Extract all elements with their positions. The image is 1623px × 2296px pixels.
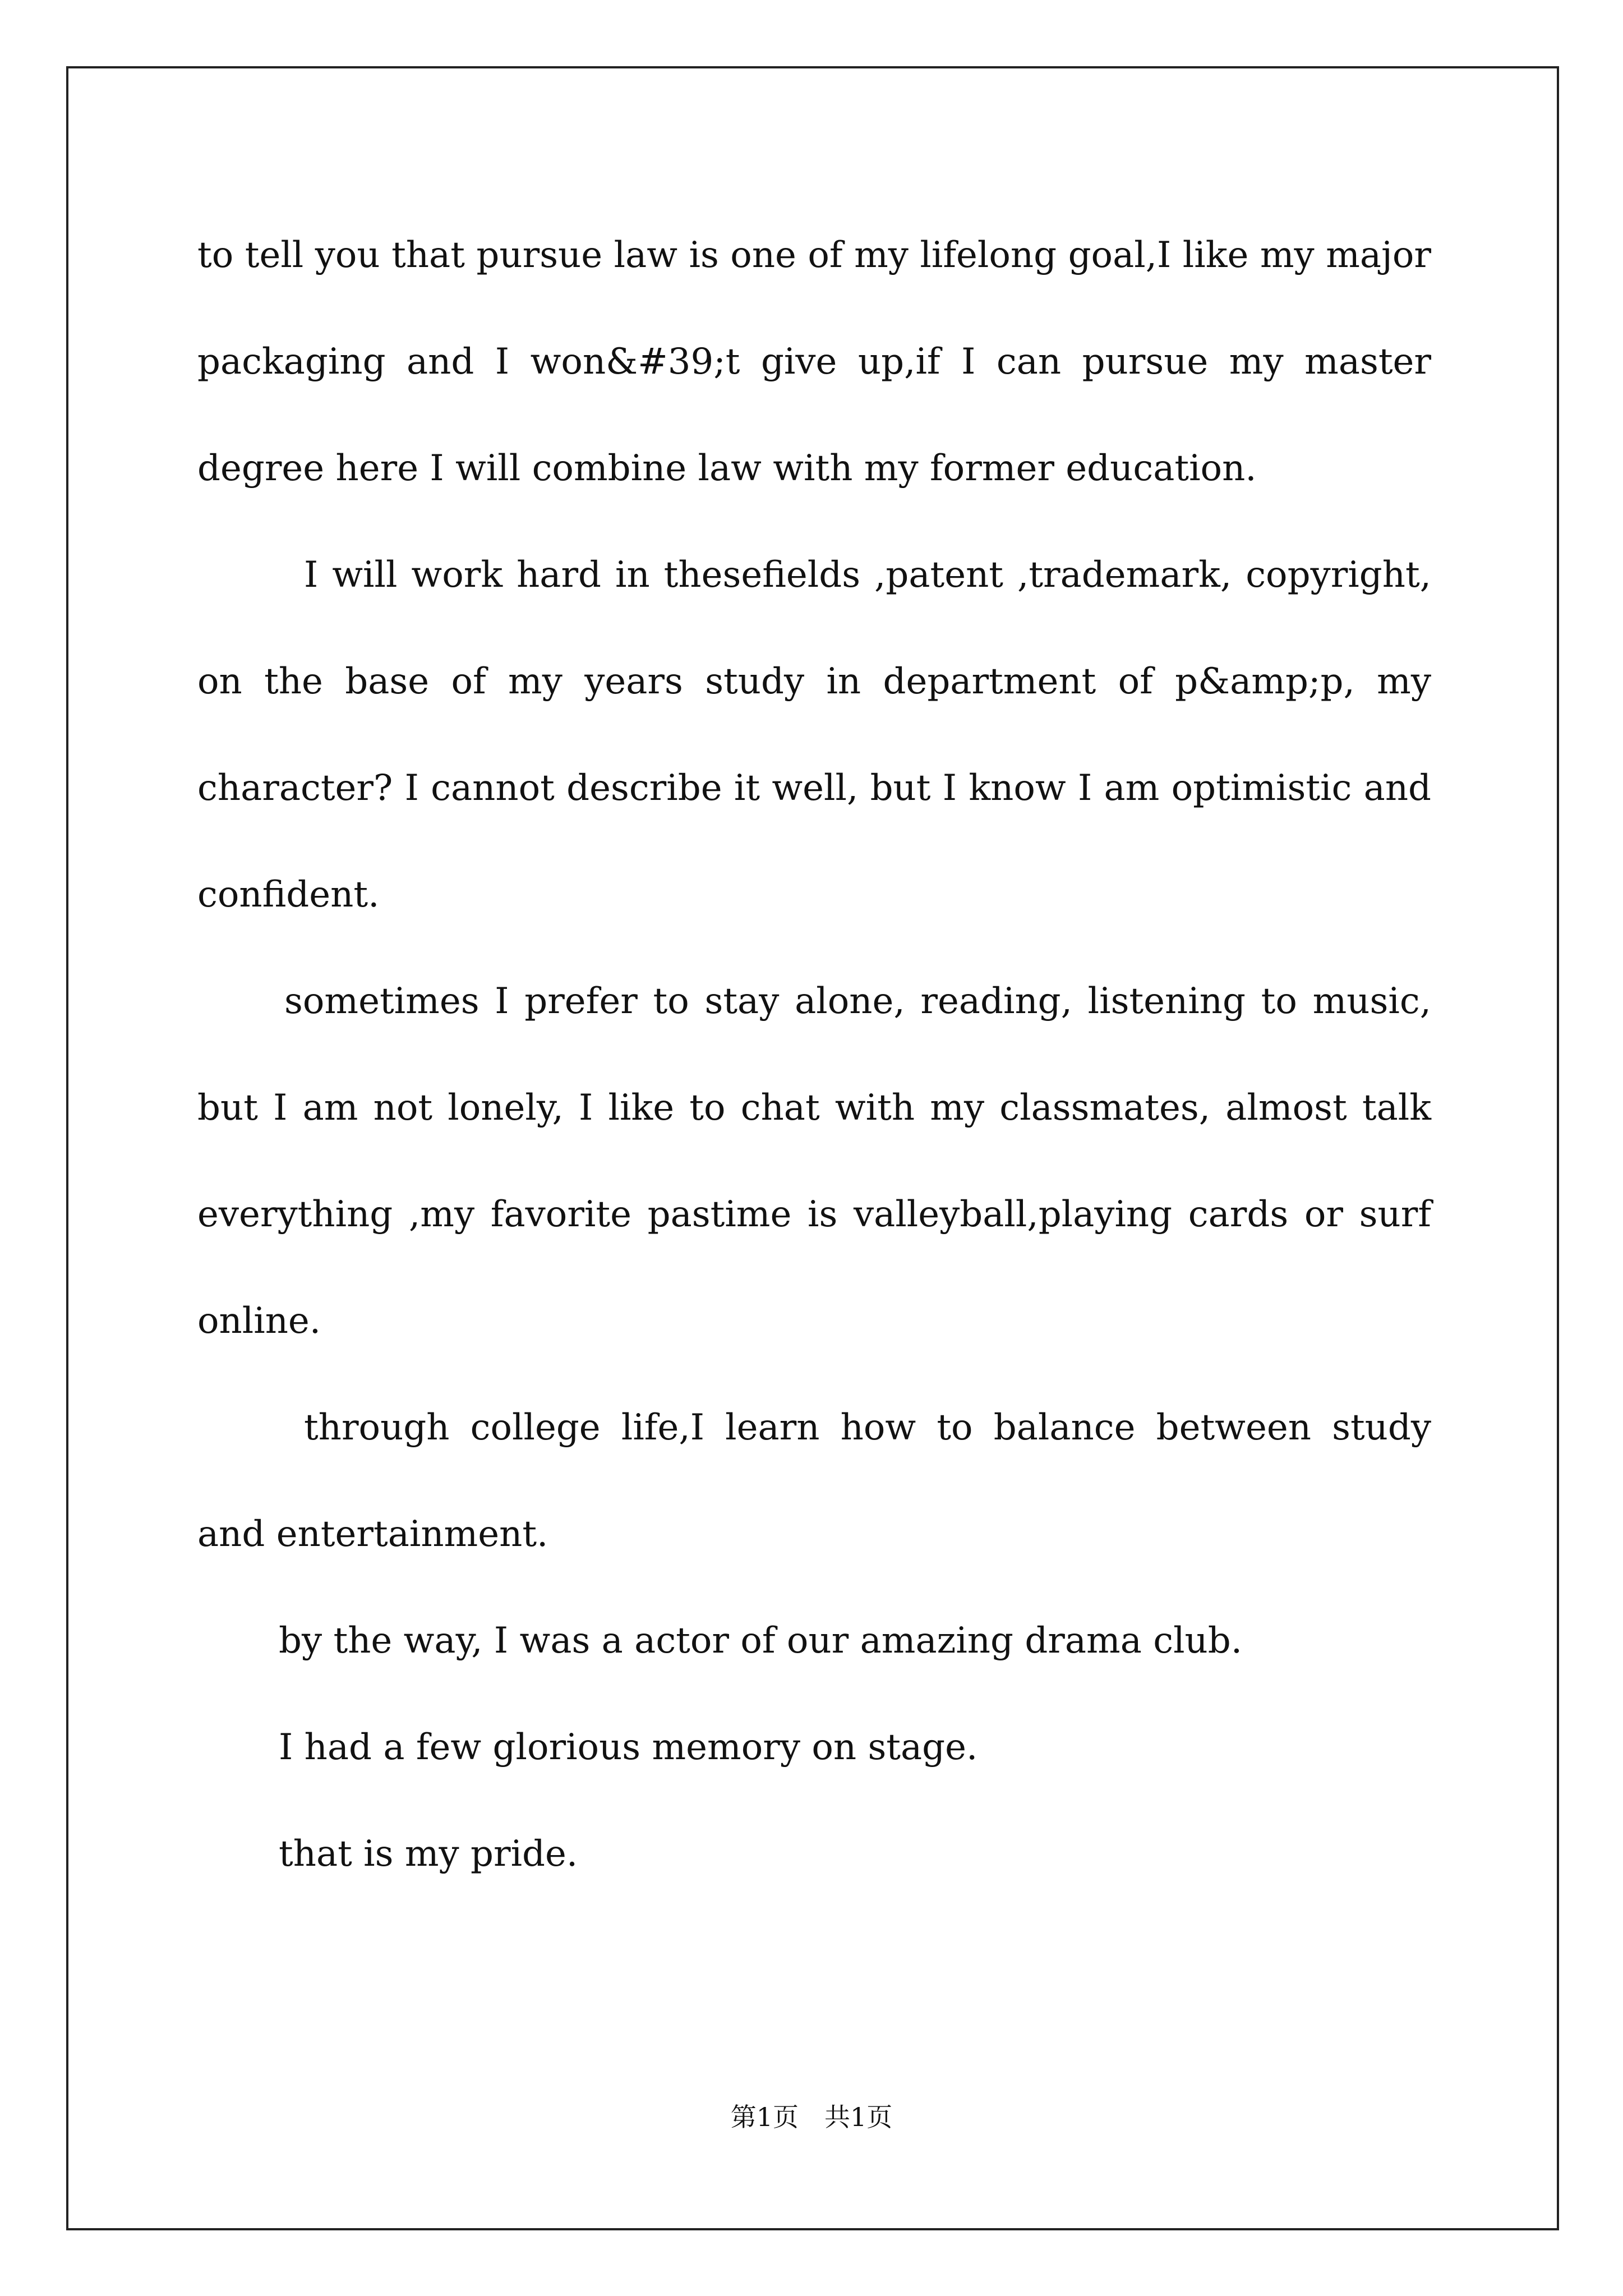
page-number-footer: 第1页 共1页 [730, 2102, 893, 2132]
paragraph-2: I will work hard in thesefields ,patent ,trademark, copyright, on the base of my years study in department of p&amp;p, my character? I cannot describe it well, but I know I am optimistic and confident. [197, 554, 1431, 915]
paragraph-7: that is my pride. [279, 1833, 578, 1875]
paragraph-4: through college life,I learn how to balance between study and entertainment. [197, 1407, 1431, 1555]
paragraph-5: by the way, I was a actor of our amazing drama club. [279, 1620, 1243, 1662]
paragraph-3: sometimes I prefer to stay alone, reading, listening to music, but I am not lonely, I like to chat with my classmates, almost talk everything ,my favorite pastime is valleyball,playing cards or surf online. [197, 981, 1431, 1342]
paragraph-1: to tell you that pursue law is one of my lifelong goal,I like my major packaging and I won&#39;t give up,if I can pursue my master degree here I will combine law with my former education. [197, 234, 1431, 489]
paragraph-6: I had a few glorious memory on stage. [279, 1727, 978, 1768]
document-body [197, 202, 1431, 1907]
